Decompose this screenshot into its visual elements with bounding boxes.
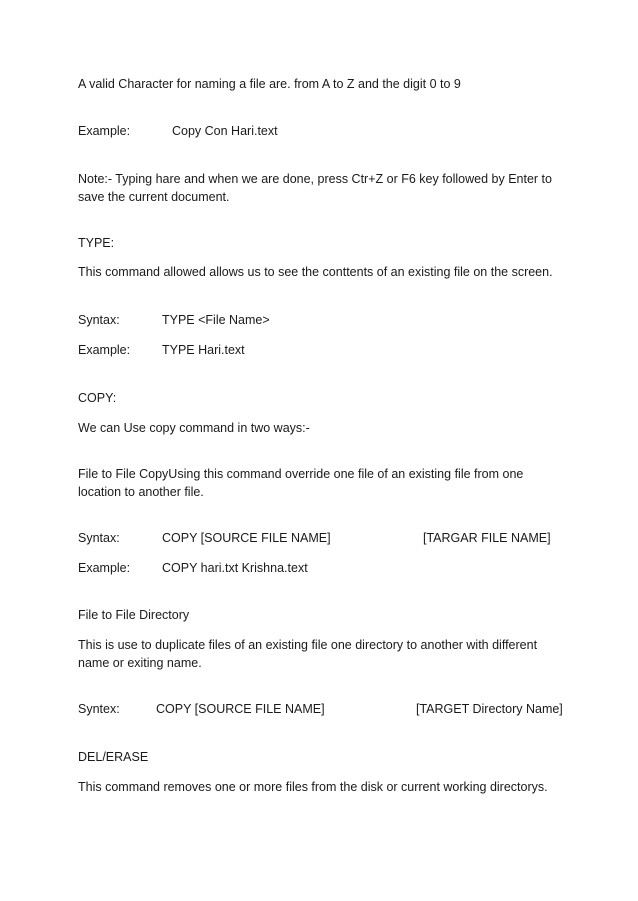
del-erase-heading: DEL/ERASE bbox=[78, 750, 149, 764]
copy-example-label: Example: bbox=[78, 561, 131, 575]
file-to-directory-heading: File to File Directory bbox=[78, 608, 190, 622]
dir-syntax-target: [TARGET Directory Name] bbox=[416, 702, 563, 716]
type-syntax-label: Syntax: bbox=[78, 313, 120, 327]
note-text: Note:- Typing hare and when we are done, press Ctr+Z or F6 key followed by Enter to save the current document. bbox=[78, 172, 552, 204]
file-to-file-copy-text: File to File CopyUsing this command override one file of an existing file from one location to another file. bbox=[78, 467, 524, 499]
type-description: This command allowed allows us to see the conttents of an existing file on the screen. bbox=[78, 265, 553, 279]
valid-characters-text: A valid Character for naming a file are. from A to Z and the digit 0 to 9 bbox=[78, 77, 461, 91]
type-heading: TYPE: bbox=[78, 236, 115, 250]
dir-syntax-label: Syntex: bbox=[78, 702, 120, 716]
type-syntax-value: TYPE <File Name> bbox=[162, 313, 270, 327]
dir-syntax-value: COPY [SOURCE FILE NAME] bbox=[156, 702, 325, 716]
copy-description: We can Use copy command in two ways:- bbox=[78, 421, 310, 435]
copy-syntax-label: Syntax: bbox=[78, 531, 120, 545]
copy-syntax-value: COPY [SOURCE FILE NAME] bbox=[162, 531, 331, 545]
del-erase-description: This command removes one or more files from the disk or current working directorys. bbox=[78, 780, 548, 794]
example1-value: Copy Con Hari.text bbox=[172, 124, 278, 138]
copy-syntax-target: [TARGAR FILE NAME] bbox=[423, 531, 551, 545]
example1-label: Example: bbox=[78, 124, 131, 138]
copy-heading: COPY: bbox=[78, 391, 117, 405]
copy-example-value: COPY hari.txt Krishna.text bbox=[162, 561, 308, 575]
type-example-value: TYPE Hari.text bbox=[162, 343, 245, 357]
file-to-directory-description: This is use to duplicate files of an existing file one directory to another with different name or exiting name. bbox=[78, 638, 538, 670]
type-example-label: Example: bbox=[78, 343, 131, 357]
